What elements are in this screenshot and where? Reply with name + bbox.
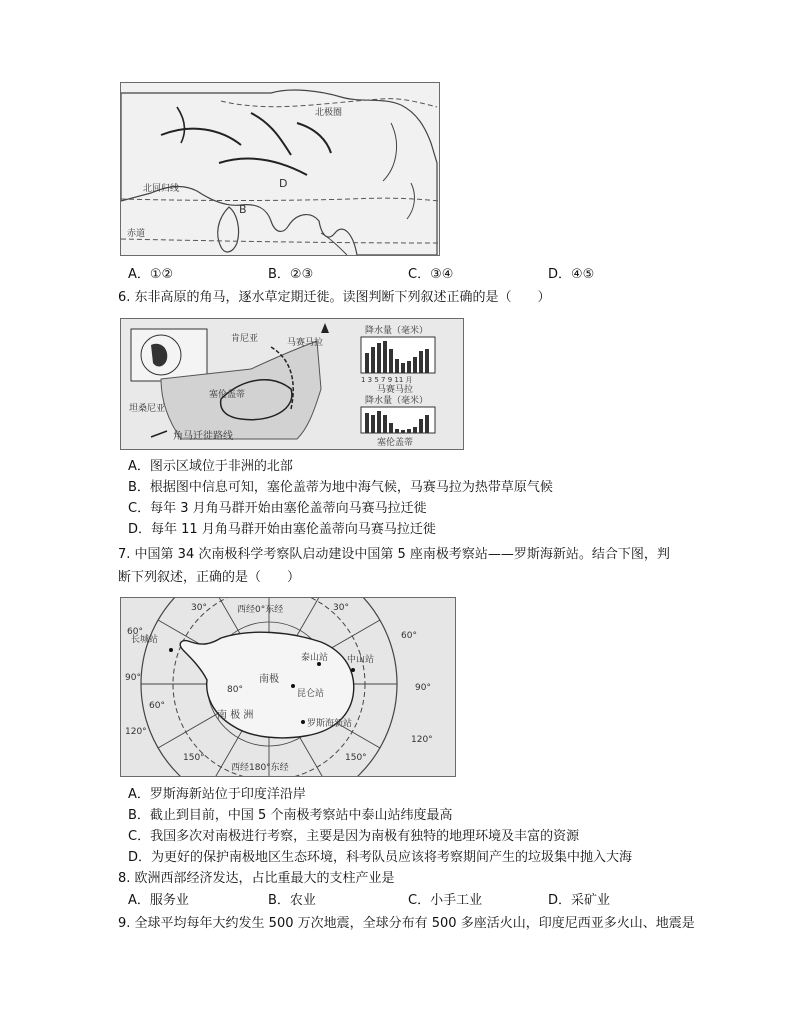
- lon-60-right-label: 60°: [401, 631, 417, 641]
- chart2-caption: 塞伦盖蒂: [377, 438, 414, 448]
- taishan-station-label: 泰山站: [301, 653, 329, 663]
- q8-option-b[interactable]: B．农业: [268, 893, 316, 908]
- chart2-title: 降水量（毫米）: [365, 396, 429, 406]
- q5-option-a[interactable]: A．①②: [128, 267, 174, 282]
- lon-30-left-label: 30°: [191, 603, 207, 613]
- masai-mara-map-label: 马赛马拉: [287, 338, 324, 348]
- lon-150-left-label: 150°: [183, 753, 205, 763]
- lon-30-right-label: 30°: [333, 603, 349, 613]
- south-pole-label: 南极: [259, 674, 279, 685]
- lat-80-label: 80°: [227, 685, 243, 695]
- q7-option-d[interactable]: D．为更好的保护南极地区生态环境，科考队员应该将考察期间产生的垃圾集中抛入大海: [128, 850, 633, 865]
- lon-60-left-label: 60°: [149, 701, 165, 711]
- wildebeest-migration-map: [120, 318, 464, 450]
- antarctica-map: [120, 597, 456, 777]
- chart1-title: 降水量（毫米）: [365, 326, 429, 336]
- q7-option-a[interactable]: A．罗斯海新站位于印度洋沿岸: [128, 787, 306, 802]
- equator-label: 赤道: [127, 229, 146, 239]
- map-letter-d: D: [279, 177, 288, 190]
- serengeti-map-label: 塞伦盖蒂: [209, 390, 246, 400]
- lon-120-left-label: 120°: [125, 727, 147, 737]
- q5-option-b[interactable]: B．②③: [268, 267, 314, 282]
- tropic-of-cancer-label: 北回归线: [143, 184, 180, 194]
- q8-stem: 8. 欧洲西部经济发达，占比重最大的支柱产业是: [118, 871, 395, 886]
- lon-120-right-label: 120°: [411, 735, 433, 745]
- lat-60-label: 60°: [127, 627, 143, 637]
- q9-stem: 9. 全球平均每年大约发生 500 万次地震，全球分布有 500 多座活火山，印度尼西亚多火山、地震是: [118, 916, 695, 931]
- kunlun-station-label: 昆仑站: [297, 689, 325, 699]
- q8-option-a[interactable]: A．服务业: [128, 893, 189, 908]
- q7-stem-line2: 断下列叙述，正确的是（ ）: [118, 570, 301, 585]
- q7-stem-line1: 7. 中国第 34 次南极科学考察队启动建设中国第 5 座南极考察站——罗斯海新站。结合下图，判: [118, 547, 670, 562]
- arctic-circle-label: 北极圈: [315, 108, 343, 118]
- q7-option-c[interactable]: C．我国多次对南极进行考察，主要是因为南极有独特的地理环境及丰富的资源: [128, 829, 580, 844]
- antarctica-continent-label: 南 极 洲: [217, 710, 254, 721]
- lon-90-left-label: 90°: [125, 673, 141, 683]
- q6-stem: 6. 东非高原的角马，逐水草定期迁徙。读图判断下列叙述正确的是（ ）: [118, 290, 551, 305]
- chart1-months: 1 3 5 7 9 11 月: [361, 376, 413, 384]
- zhongshan-station-label: 中山站: [347, 655, 375, 665]
- lon-bottom-label: 西经180°东经: [231, 763, 289, 773]
- map-letter-b: B: [239, 203, 247, 216]
- migration-legend: 角马迁徙路线: [173, 431, 233, 442]
- tanzania-label: 坦桑尼亚: [129, 404, 166, 414]
- q7-option-b[interactable]: B．截止到目前，中国 5 个南极考察站中泰山站纬度最高: [128, 808, 453, 823]
- q6-option-c[interactable]: C．每年 3 月角马群开始由塞伦盖蒂向马赛马拉迁徙: [128, 501, 427, 516]
- q6-option-d[interactable]: D．每年 11 月角马群开始由塞伦盖蒂向马赛马拉迁徙: [128, 522, 436, 537]
- q6-option-a[interactable]: A．图示区域位于非洲的北部: [128, 459, 293, 474]
- asia-map: [120, 82, 440, 256]
- q5-option-d[interactable]: D．④⑤: [548, 267, 595, 282]
- chart1-caption: 马赛马拉: [377, 385, 414, 395]
- lon-top-label: 西经0°东经: [237, 605, 284, 615]
- q8-option-c[interactable]: C．小手工业: [408, 893, 483, 908]
- lon-90-right-label: 90°: [415, 683, 431, 693]
- lon-150-right-label: 150°: [345, 753, 367, 763]
- great-wall-station-label: 长城站: [131, 635, 159, 645]
- q8-option-d[interactable]: D．采矿业: [548, 893, 611, 908]
- q5-option-c[interactable]: C．③④: [408, 267, 454, 282]
- ross-sea-station-label: 罗斯海新站: [307, 719, 353, 729]
- q6-option-b[interactable]: B．根据图中信息可知，塞伦盖蒂为地中海气候，马赛马拉为热带草原气候: [128, 480, 553, 495]
- kenya-label: 肯尼亚: [231, 334, 259, 344]
